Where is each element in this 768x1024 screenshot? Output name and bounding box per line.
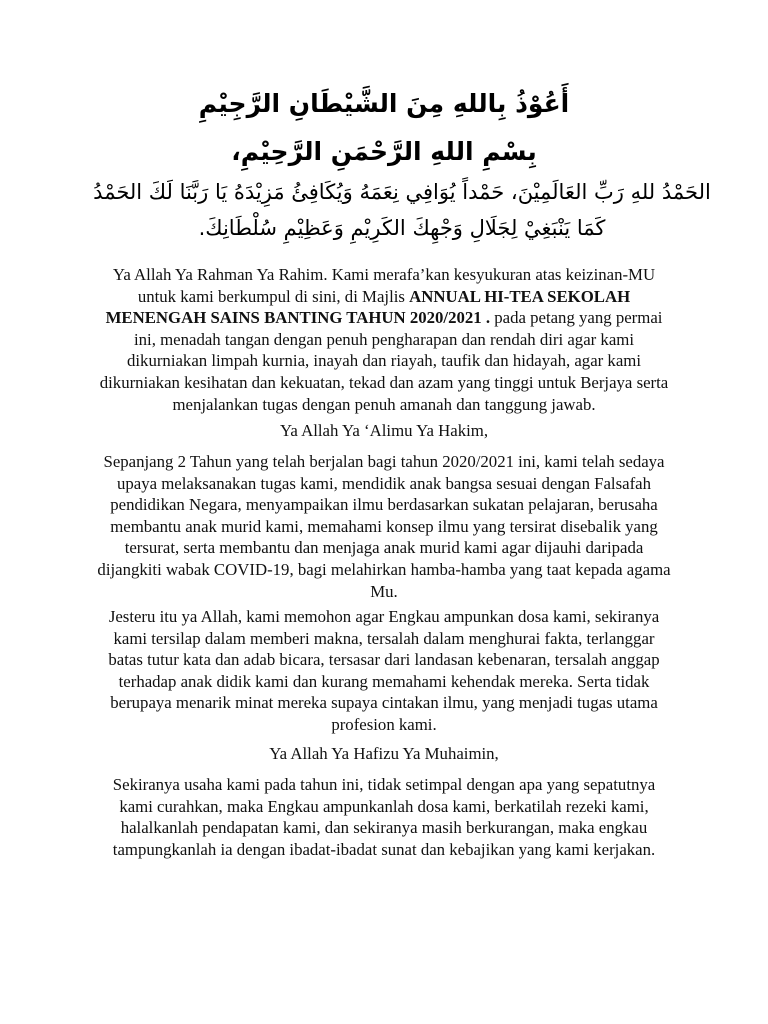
paragraph-efforts: Sepanjang 2 Tahun yang telah berjalan bagi tahun 2020/2021 ini, kami telah sedaya upaya melaksanakan tugas kami, mendidik anak bangsa sesuai dengan Falsafah pendidikan Negara, menyampaikan ilmu berdasarkan sukatan pelajaran, berusaha membantu anak murid kami, memahami konsep ilmu yang tersirat disebalik yang tersurat, serta membantu dan menjaga anak murid kami agar dijauhi daripada dijangkiti wabak COVID-19, bagi melahirkan hamba-hamba yang taat kepada agama Mu. <box>97 452 671 601</box>
invocation-hafizu-muhaimin: Ya Allah Ya Hafizu Ya Muhaimin, <box>269 744 499 763</box>
paragraph-forgiveness: Jesteru itu ya Allah, kami memohon agar Engkau ampunkan dosa kami, sekiranya kami tersilap dalam memberi makna, tersalah dalam menghurai fakta, terlanggar batas tutur kata dan adab bicara, tersasar dari landasan kebenaran, tersalah anggap terhadap anak didik kami dan kurang memahami kehendak mereka. Serta tidak berupaya menarik minat mereka supaya cintakan ilmu, yang menjadi tugas utama profesion kami. <box>108 607 660 734</box>
paragraph-opening-text-start: Ya Allah Ya Rahman Ya Rahim. Kami merafa’kan kesyukuran atas keizinan-MU untuk kami berkumpul di sini, di Majlis <box>112 265 656 306</box>
invocation-alimu-hakim: Ya Allah Ya ‘Alimu Ya Hakim, <box>279 421 489 440</box>
taawwudh-heading: أَعُوْذُ بِاللهِ مِنَ الشَّيْطَانِ الرَّجِيْمِ <box>198 89 570 118</box>
paragraph-opening-text-end: pada petang yang permai ini, menadah tangan dengan penuh pengharapan dan rendah diri agar kami dikurniakan limpah kurnia, inayah dan riayah, taufik dan hidayah, agar kami dikurniakan kesihatan dan kekuatan, tekad dan azam yang tinggi untuk Berjaya serta menjalankan tugas dengan penuh amanah dan tanggung jawab. <box>99 308 669 414</box>
paragraph-closing: Sekiranya usaha kami pada tahun ini, tidak setimpal dengan apa yang sepatutnya kami curahkan, maka Engkau ampunkanlah dosa kami, berkatilah rezeki kami, halalkanlah pendapatan kami, dan sekiranya masih berkurangan, maka engkau tampungkanlah ia dengan ibadat-ibadat sunat dan kebajikan yang kami kerjakan. <box>112 775 656 859</box>
basmala-heading: بِسْمِ اللهِ الرَّحْمَنِ الرَّحِيْمِ، <box>231 137 537 166</box>
paragraph-opening <box>96 264 672 415</box>
hamd-verse: الحَمْدُ للهِ رَبِّ العَالَمِيْنَ، حَمْداً يُوَافِي نِعَمَهُ وَيُكَافِئُ مَزِيْدَهُ يَا رَبَّنَا لَكَ الحَمْدُ كَمَا يَنْبَغِيْ لِجَلَالِ وَجْهِكَ الكَرِيْمِ وَعَظِيْمِ سُلْطَانِكَ. <box>93 180 711 240</box>
event-name-bold: ANNUAL HI-TEA SEKOLAH MENENGAH SAINS BANTING TAHUN 2020/2021 . <box>105 286 631 328</box>
